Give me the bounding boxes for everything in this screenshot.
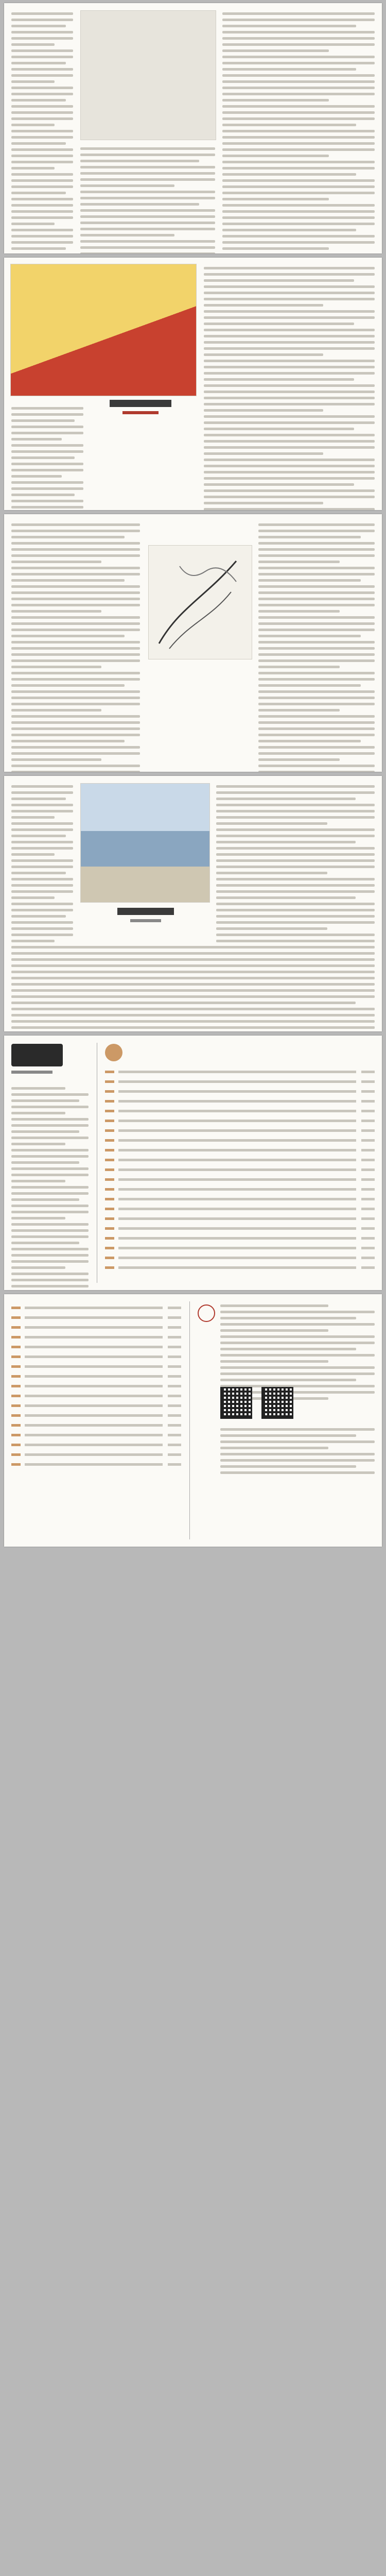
toc-row[interactable]: [11, 1363, 181, 1370]
article-title-area: [86, 400, 195, 423]
toc-row[interactable]: [11, 1314, 181, 1321]
toc-row[interactable]: [11, 1393, 181, 1399]
toc-row[interactable]: [105, 1225, 375, 1232]
article-text-column-right: [258, 523, 375, 772]
toc-row[interactable]: [11, 1334, 181, 1341]
toc-row[interactable]: [11, 1373, 181, 1380]
article-text-column-right: [222, 12, 375, 253]
qr-code[interactable]: [220, 1387, 252, 1419]
publisher-info-lower: [220, 1428, 375, 1478]
toc-row[interactable]: [11, 1383, 181, 1389]
contents-list: [105, 1069, 375, 1274]
article-text-column-left: [11, 407, 83, 510]
seal-stamp: [198, 1304, 215, 1322]
toc-row[interactable]: [105, 1108, 375, 1114]
qr-code[interactable]: [261, 1387, 293, 1419]
landscape-painting: [80, 783, 210, 903]
article-illustration-red-yellow: [10, 264, 197, 396]
column-divider: [189, 1301, 190, 1539]
article-title-area: [86, 908, 205, 928]
toc-row[interactable]: [11, 1353, 181, 1360]
toc-row[interactable]: [105, 1196, 375, 1202]
empty-background: [0, 1551, 386, 2576]
toc-row[interactable]: [105, 1069, 375, 1075]
masthead-credits: [11, 1087, 89, 1290]
toc-row[interactable]: [105, 1117, 375, 1124]
article-text-column-left: [11, 523, 140, 772]
toc-row[interactable]: [105, 1127, 375, 1134]
article-illustration: [80, 10, 216, 140]
toc-row[interactable]: [105, 1147, 375, 1154]
article-text-bottom: [11, 946, 375, 1031]
toc-row[interactable]: [11, 1344, 181, 1350]
toc-row[interactable]: [105, 1078, 375, 1085]
magazine-page-4: [4, 776, 382, 1031]
toc-row[interactable]: [105, 1176, 375, 1183]
toc-row[interactable]: [105, 1245, 375, 1251]
toc-row[interactable]: [105, 1215, 375, 1222]
toc-row[interactable]: [105, 1206, 375, 1212]
toc-row[interactable]: [11, 1412, 181, 1419]
toc-row[interactable]: [105, 1186, 375, 1193]
contents-badge: [105, 1044, 122, 1061]
toc-row[interactable]: [105, 1235, 375, 1242]
magazine-page-3: [4, 514, 382, 772]
article-text-column-left: [11, 12, 73, 253]
magazine-page-2: [4, 258, 382, 510]
article-text-column-mid: [80, 147, 215, 253]
toc-row[interactable]: [11, 1324, 181, 1331]
toc-row[interactable]: [11, 1304, 181, 1311]
magazine-page-1: [4, 3, 382, 253]
magazine-page-6-publisher: [4, 1294, 382, 1547]
contents-list-continued: [11, 1304, 181, 1471]
toc-row[interactable]: [105, 1264, 375, 1271]
toc-row[interactable]: [105, 1166, 375, 1173]
masthead-logo-area: [11, 1044, 78, 1080]
toc-row[interactable]: [105, 1137, 375, 1144]
pen-sketch-illustration: [148, 545, 252, 659]
magazine-page-5-contents: [4, 1036, 382, 1290]
toc-row[interactable]: [105, 1098, 375, 1105]
toc-row[interactable]: [11, 1432, 181, 1438]
article-text-column-right: [204, 267, 375, 510]
toc-row[interactable]: [105, 1255, 375, 1261]
toc-row[interactable]: [11, 1461, 181, 1468]
toc-row[interactable]: [105, 1157, 375, 1163]
toc-row[interactable]: [11, 1442, 181, 1448]
toc-row[interactable]: [11, 1451, 181, 1458]
toc-row[interactable]: [105, 1088, 375, 1095]
toc-row[interactable]: [11, 1402, 181, 1409]
pen-sketch-drawing: [149, 546, 252, 659]
toc-row[interactable]: [11, 1422, 181, 1429]
